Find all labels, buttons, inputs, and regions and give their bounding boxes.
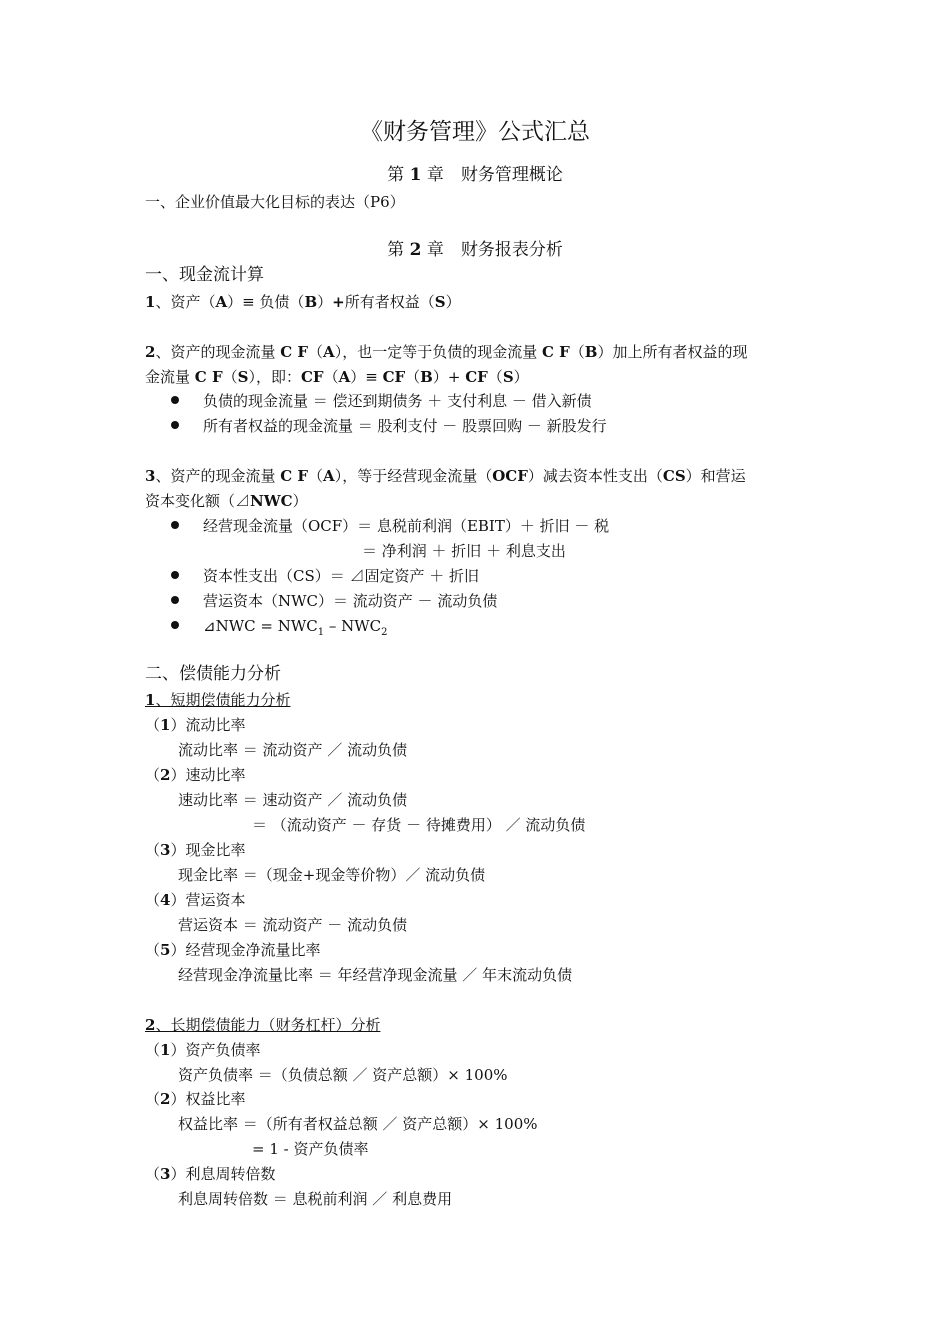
long-item-1-label: （1）资产负债率 — [145, 1041, 261, 1059]
short-item-3-formula: 现金比率 ＝（现金+现金等价物）／ 流动负债 — [178, 866, 486, 884]
bullet-dot — [171, 621, 179, 629]
formula-1: 1、资产（A）≡ 负债（B）+所有者权益（S） — [145, 293, 461, 311]
bullet-debt-cash-flow: 负债的现金流量 ＝ 偿还到期债务 ＋ 支付利息 － 借入新债 — [203, 392, 592, 410]
short-item-5-label: （5）经营现金净流量比率 — [145, 941, 321, 959]
bullet-dot — [171, 596, 179, 604]
bullet-ocf-continuation: ＝ 净利润 ＋ 折旧 ＋ 利息支出 — [362, 542, 566, 560]
chapter-1-item-1: 一、企业价值最大化目标的表达（P6） — [145, 193, 405, 211]
formula-3-line-1: 3、资产的现金流量 C F（A），等于经营现金流量（OCF）减去资本性支出（CS）和营运 — [145, 467, 746, 485]
bullet-delta-nwc: ⊿NWC = $NWC_1 - NWC_2$ — [203, 617, 388, 638]
short-item-1-label: （1）流动比率 — [145, 716, 246, 734]
long-item-3-formula: 利息周转倍数 ＝ 息税前利润 ／ 利息费用 — [178, 1190, 453, 1208]
formula-2-line-1: 2、资产的现金流量 C F（A），也一定等于负债的现金流量 C F（B）加上所有者权益的现 — [145, 343, 748, 361]
subsection-short-term-heading: 1、短期偿债能力分析 — [145, 691, 291, 709]
short-item-2-label: （2）速动比率 — [145, 766, 246, 784]
section-cash-flow-heading: 一、现金流计算 — [145, 265, 264, 285]
short-item-4-label: （4）营运资本 — [145, 891, 246, 909]
short-item-5-formula: 经营现金净流量比率 ＝ 年经营净现金流量 ／ 年末流动负债 — [178, 966, 573, 984]
short-item-3-label: （3）现金比率 — [145, 841, 246, 859]
section-solvency-heading: 二、偿债能力分析 — [145, 664, 281, 684]
bullet-dot — [171, 421, 179, 429]
chapter-2-heading: 第 2 章 财务报表分析 — [387, 240, 563, 260]
long-item-2-label: （2）权益比率 — [145, 1090, 246, 1108]
bullet-working-capital: 营运资本（NWC）＝ 流动资产 － 流动负债 — [203, 592, 498, 610]
short-item-2-formula: 速动比率 ＝ 速动资产 ／ 流动负债 — [178, 791, 408, 809]
short-item-2-formula-cont: ＝ （流动资产 － 存货 － 待摊费用） ／ 流动负债 — [252, 816, 586, 834]
short-item-1-formula: 流动比率 ＝ 流动资产 ／ 流动负债 — [178, 741, 408, 759]
subsection-long-term-heading: 2、长期偿债能力（财务杠杆）分析 — [145, 1016, 381, 1034]
bullet-capital-spending: 资本性支出（CS）＝ ⊿固定资产 ＋ 折旧 — [203, 567, 480, 585]
document-title: 《财务管理》公式汇总 — [360, 119, 590, 145]
long-item-3-label: （3）利息周转倍数 — [145, 1165, 276, 1183]
chapter-1-heading: 第 1 章 财务管理概论 — [387, 165, 563, 185]
bullet-dot — [171, 571, 179, 579]
bullet-dot — [171, 396, 179, 404]
formula-3-line-2: 资本变化额（⊿NWC） — [145, 492, 308, 510]
long-item-2-formula-cont: = 1 - 资产负债率 — [252, 1140, 369, 1158]
formula-2-line-2: 金流量 C F（S），即：CF（A）≡ CF（B）+ CF（S） — [145, 368, 529, 386]
short-item-4-formula: 营运资本 ＝ 流动资产 － 流动负债 — [178, 916, 408, 934]
long-item-2-formula: 权益比率 ＝（所有者权益总额 ／ 资产总额）× 100% — [178, 1115, 538, 1133]
long-item-1-formula: 资产负债率 ＝（负债总额 ／ 资产总额）× 100% — [178, 1066, 508, 1084]
bullet-dot — [171, 521, 179, 529]
bullet-equity-cash-flow: 所有者权益的现金流量 ＝ 股利支付 － 股票回购 － 新股发行 — [203, 417, 607, 435]
bullet-ocf: 经营现金流量（OCF）＝ 息税前利润（EBIT）＋ 折旧 － 税 — [203, 517, 610, 535]
